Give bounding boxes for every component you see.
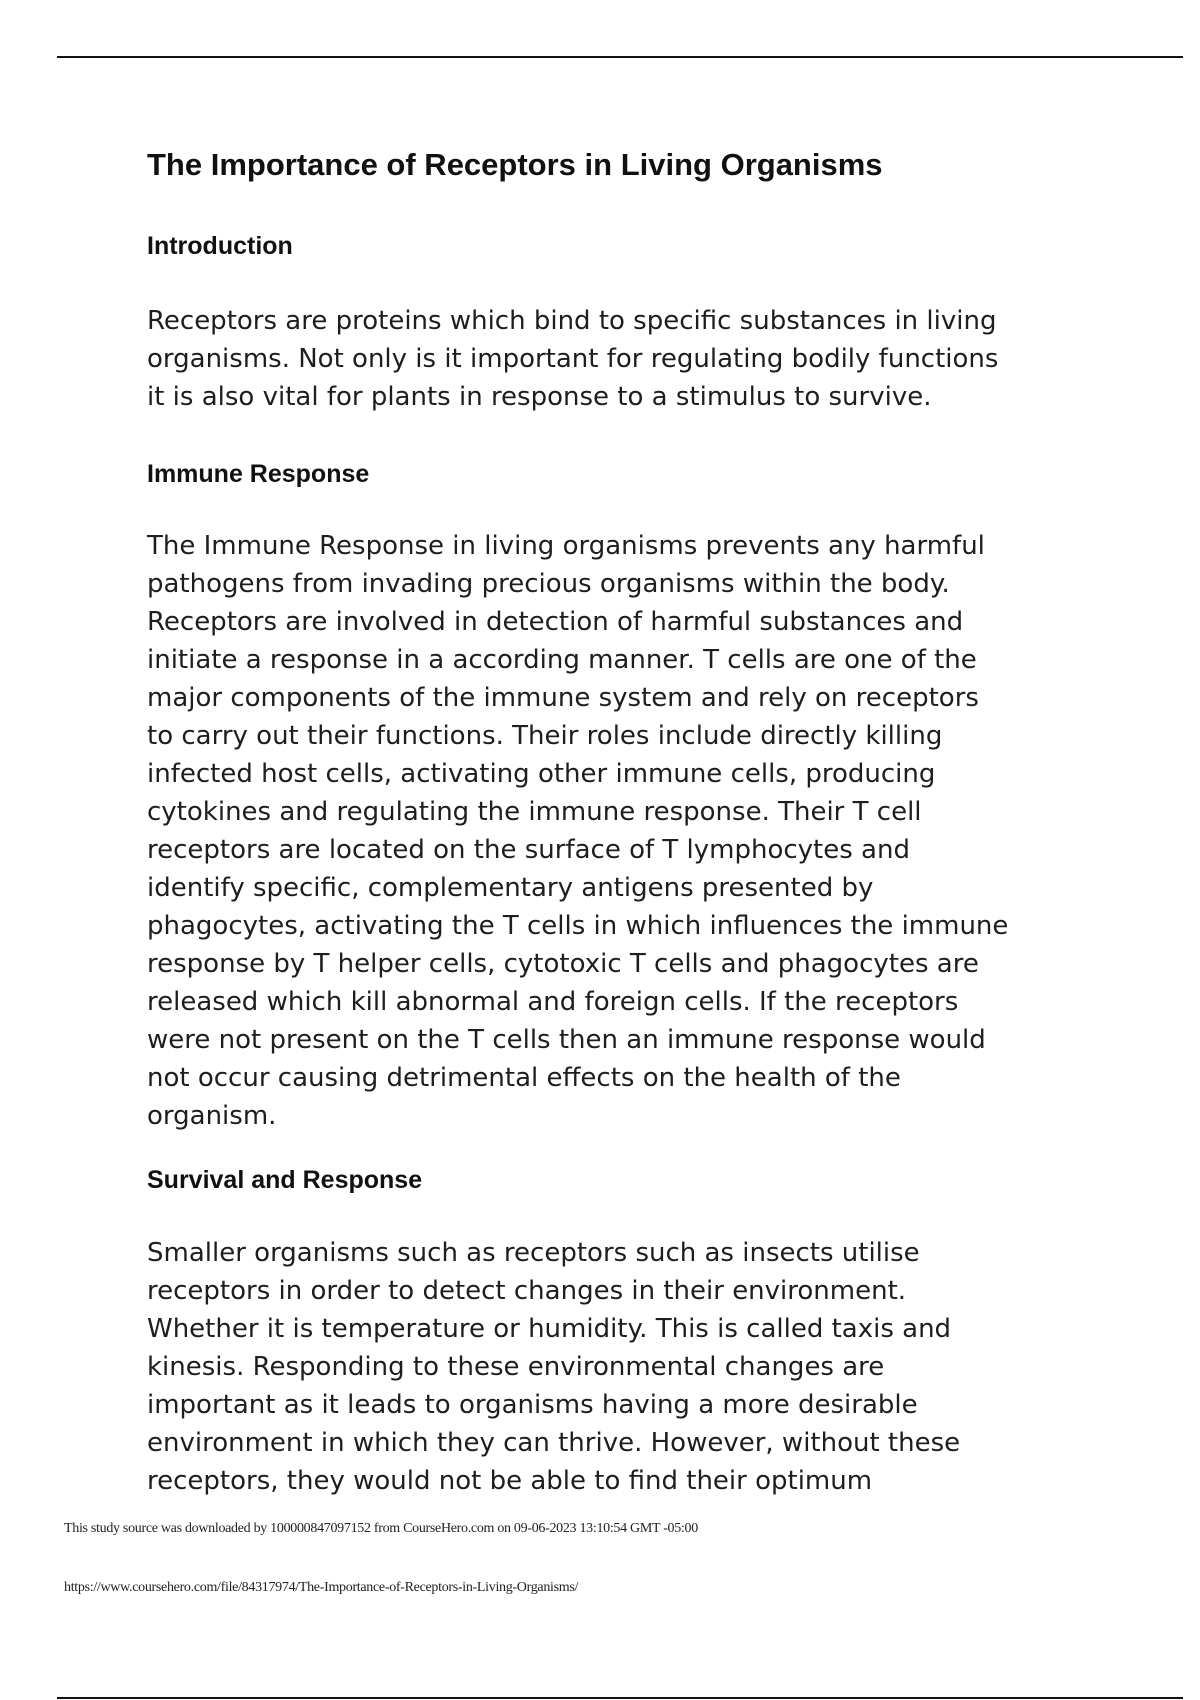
text-line: initiate a response in a according manner. T cells are one of the xyxy=(147,645,977,675)
section-heading-introduction: Introduction xyxy=(147,232,293,260)
paragraph-introduction xyxy=(147,302,998,416)
text-line: phagocytes, activating the T cells in which influences the immune xyxy=(147,911,1009,941)
paragraph-survival-and-response xyxy=(147,1234,960,1500)
text-line: to carry out their functions. Their roles include directly killing xyxy=(147,721,943,751)
text-line: response by T helper cells, cytotoxic T cells and phagocytes are xyxy=(147,949,979,979)
text-line: it is also vital for plants in response to a stimulus to survive. xyxy=(147,382,932,412)
text-line: cytokines and regulating the immune response. Their T cell xyxy=(147,797,922,827)
text-line: Receptors are proteins which bind to specific substances in living xyxy=(147,306,997,336)
text-line: important as it leads to organisms having a more desirable xyxy=(147,1390,918,1420)
text-line: organism. xyxy=(147,1101,277,1131)
text-line: receptors in order to detect changes in their environment. xyxy=(147,1276,907,1306)
document-title: The Importance of Receptors in Living Organisms xyxy=(147,147,883,182)
text-line: Receptors are involved in detection of harmful substances and xyxy=(147,607,964,637)
text-line: not occur causing detrimental effects on the health of the xyxy=(147,1063,901,1093)
source-url[interactable]: https://www.coursehero.com/file/84317974/The-Importance-of-Receptors-in-Living-Organisms/ xyxy=(64,1580,579,1595)
text-line: identify specific, complementary antigens presented by xyxy=(147,873,874,903)
text-line: were not present on the T cells then an immune response would xyxy=(147,1025,986,1055)
top-rule xyxy=(57,56,1183,58)
bottom-rule xyxy=(57,1697,1183,1699)
text-line: receptors are located on the surface of T lymphocytes and xyxy=(147,835,910,865)
text-line: Smaller organisms such as receptors such as insects utilise xyxy=(147,1238,920,1268)
text-line: major components of the immune system and rely on receptors xyxy=(147,683,979,713)
text-line: released which kill abnormal and foreign cells. If the receptors xyxy=(147,987,959,1017)
section-heading-survival-and-response: Survival and Response xyxy=(147,1166,423,1194)
text-line: infected host cells, activating other immune cells, producing xyxy=(147,759,936,789)
text-line: The Immune Response in living organisms prevents any harmful xyxy=(147,531,985,561)
text-line: pathogens from invading precious organisms within the body. xyxy=(147,569,950,599)
text-line: environment in which they can thrive. However, without these xyxy=(147,1428,961,1458)
text-line: organisms. Not only is it important for regulating bodily functions xyxy=(147,344,999,374)
download-notice: This study source was downloaded by 100000847097152 from CourseHero.com on 09-06-2023 13:10:54 GMT -05:00 xyxy=(64,1521,698,1536)
text-line: receptors, they would not be able to find their optimum xyxy=(147,1466,873,1496)
text-line: Whether it is temperature or humidity. This is called taxis and xyxy=(147,1314,952,1344)
text-line: kinesis. Responding to these environmental changes are xyxy=(147,1352,885,1382)
section-heading-immune-response: Immune Response xyxy=(147,460,370,488)
paragraph-immune-response xyxy=(147,527,1008,1135)
